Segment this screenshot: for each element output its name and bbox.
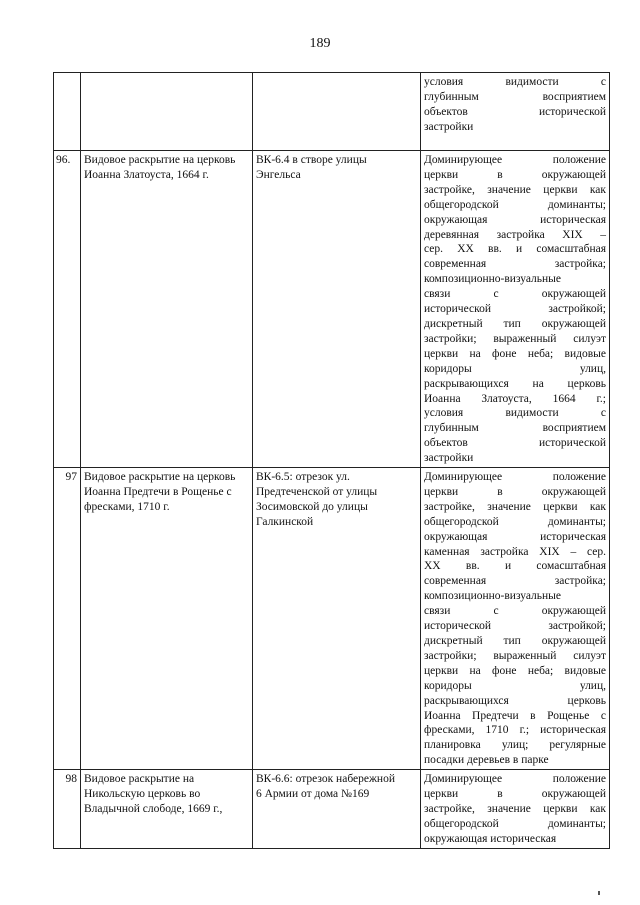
conditions-line: церкви на фоне неба; видовые — [424, 664, 606, 677]
conditions-line: глубинным восприятием — [424, 422, 606, 435]
conditions-line: общегородской доминанты; — [424, 515, 606, 528]
view-corridor-table — [53, 72, 610, 849]
table-row — [54, 468, 610, 770]
sector-cell — [253, 151, 421, 468]
conditions-line: застройки — [424, 452, 474, 465]
sector-cell — [253, 468, 421, 770]
conditions-line: глубинным восприятием — [424, 90, 606, 103]
conditions-line: раскрывающихся церковь — [424, 694, 606, 707]
table-row — [54, 770, 610, 849]
conditions-line: застройки; выраженный силуэт — [424, 649, 606, 662]
sector-line: ВК-6.4 в створе улицы — [256, 154, 367, 166]
conditions-line: окружающая историческая — [424, 832, 557, 845]
object-cell — [81, 770, 253, 849]
sector-line: 6 Армии от дома №169 — [256, 788, 370, 801]
sector-line: Галкинской — [256, 515, 314, 528]
conditions-line: сер. XX вв. и сомасштабная — [424, 243, 606, 256]
conditions-line: деревянная застройка XIX – — [424, 228, 606, 241]
conditions-line: раскрывающихся на церковь — [424, 377, 606, 390]
conditions-line: застройке, значение церкви как — [424, 500, 606, 513]
conditions-line: объектов исторической — [424, 105, 606, 118]
object-cell — [81, 73, 253, 151]
conditions-line: общегородской доминанты; — [424, 198, 606, 211]
sector-line: ВК-6.5: отрезок ул. — [256, 471, 350, 484]
conditions-line: условия видимости с — [424, 407, 606, 420]
object-line: Видовое раскрытие на — [84, 773, 195, 786]
conditions-line: Доминирующее положение — [424, 471, 606, 484]
conditions-line: фресками, 1710 г.; историческая — [424, 724, 606, 737]
conditions-cell — [421, 468, 610, 770]
conditions-line: композиционно-визуальные — [424, 590, 562, 603]
conditions-cell — [421, 151, 610, 468]
conditions-cell — [421, 770, 610, 849]
conditions-line: церкви в окружающей — [424, 168, 606, 181]
conditions-line: композиционно-визуальные — [424, 273, 562, 286]
sector-line: Энгельса — [256, 168, 301, 181]
conditions-line: коридоры улиц, — [424, 362, 606, 375]
conditions-line: Иоанна Златоуста, 1664 г.; — [424, 392, 606, 405]
conditions-line: современная застройка; — [424, 258, 606, 271]
object-line: фресками, 1710 г. — [84, 500, 170, 513]
sector-line: ВК-6.6: отрезок набережной — [256, 773, 395, 786]
conditions-line: каменная застройка XIX – сер. — [424, 545, 606, 558]
conditions-line: связи с окружающей — [424, 605, 606, 618]
conditions-line: Доминирующее положение — [424, 773, 606, 786]
sector-cell — [253, 770, 421, 849]
row-number-cell: 97 — [54, 468, 81, 770]
object-line: Иоанна Златоуста, 1664 г. — [84, 168, 209, 181]
conditions-line: объектов исторической — [424, 437, 606, 450]
object-cell — [81, 151, 253, 468]
scan-mark — [598, 891, 600, 895]
sector-line: Предтеченской от улицы — [256, 485, 378, 498]
object-cell — [81, 468, 253, 770]
conditions-line: дискретный тип окружающей — [424, 635, 606, 647]
sector-line: Зосимовской до улицы — [256, 500, 368, 513]
conditions-line: застройке, значение церкви как — [424, 802, 606, 815]
conditions-line: современная застройка; — [424, 575, 606, 588]
table-body — [54, 73, 610, 849]
conditions-line: застройки — [424, 120, 474, 133]
conditions-line: Доминирующее положение — [424, 154, 606, 166]
conditions-line: общегородской доминанты; — [424, 817, 606, 830]
conditions-line: окружающая историческая — [424, 530, 606, 543]
conditions-line: планировка улиц; регулярные — [424, 739, 606, 752]
conditions-line: церкви в окружающей — [424, 485, 606, 498]
row-number-cell — [54, 73, 81, 151]
object-line: Никольскую церковь во — [84, 788, 201, 801]
conditions-line: связи с окружающей — [424, 288, 606, 301]
object-line: Владычной слободе, 1669 г., — [84, 802, 223, 815]
row-number-cell: 98 — [54, 770, 81, 849]
conditions-line: исторической застройкой; — [424, 620, 606, 633]
conditions-line: XX вв. и сомасштабная — [424, 560, 606, 573]
conditions-line: Иоанна Предтечи в Рощенье с — [424, 709, 606, 722]
conditions-line: застройке, значение церкви как — [424, 183, 606, 196]
conditions-line: условия видимости с — [424, 76, 606, 88]
row-number-cell: 96. — [54, 151, 81, 468]
table-row — [54, 73, 610, 151]
conditions-line: коридоры улиц, — [424, 679, 606, 692]
object-line: Видовое раскрытие на церковь — [84, 471, 236, 484]
conditions-line: церкви в окружающей — [424, 788, 606, 801]
conditions-line: застройки; выраженный силуэт — [424, 332, 606, 345]
conditions-line: окружающая историческая — [424, 213, 606, 226]
conditions-line: исторической застройкой; — [424, 303, 606, 316]
page-number: 189 — [309, 36, 331, 51]
object-line: Иоанна Предтечи в Рощенье с — [84, 485, 232, 498]
sector-cell — [253, 73, 421, 151]
object-line: Видовое раскрытие на церковь — [84, 154, 236, 166]
conditions-line: дискретный тип окружающей — [424, 317, 606, 330]
conditions-cell — [421, 73, 610, 151]
conditions-line: церкви на фоне неба; видовые — [424, 347, 606, 360]
conditions-line: посадки деревьев в парке — [424, 754, 549, 767]
table-row — [54, 151, 610, 468]
